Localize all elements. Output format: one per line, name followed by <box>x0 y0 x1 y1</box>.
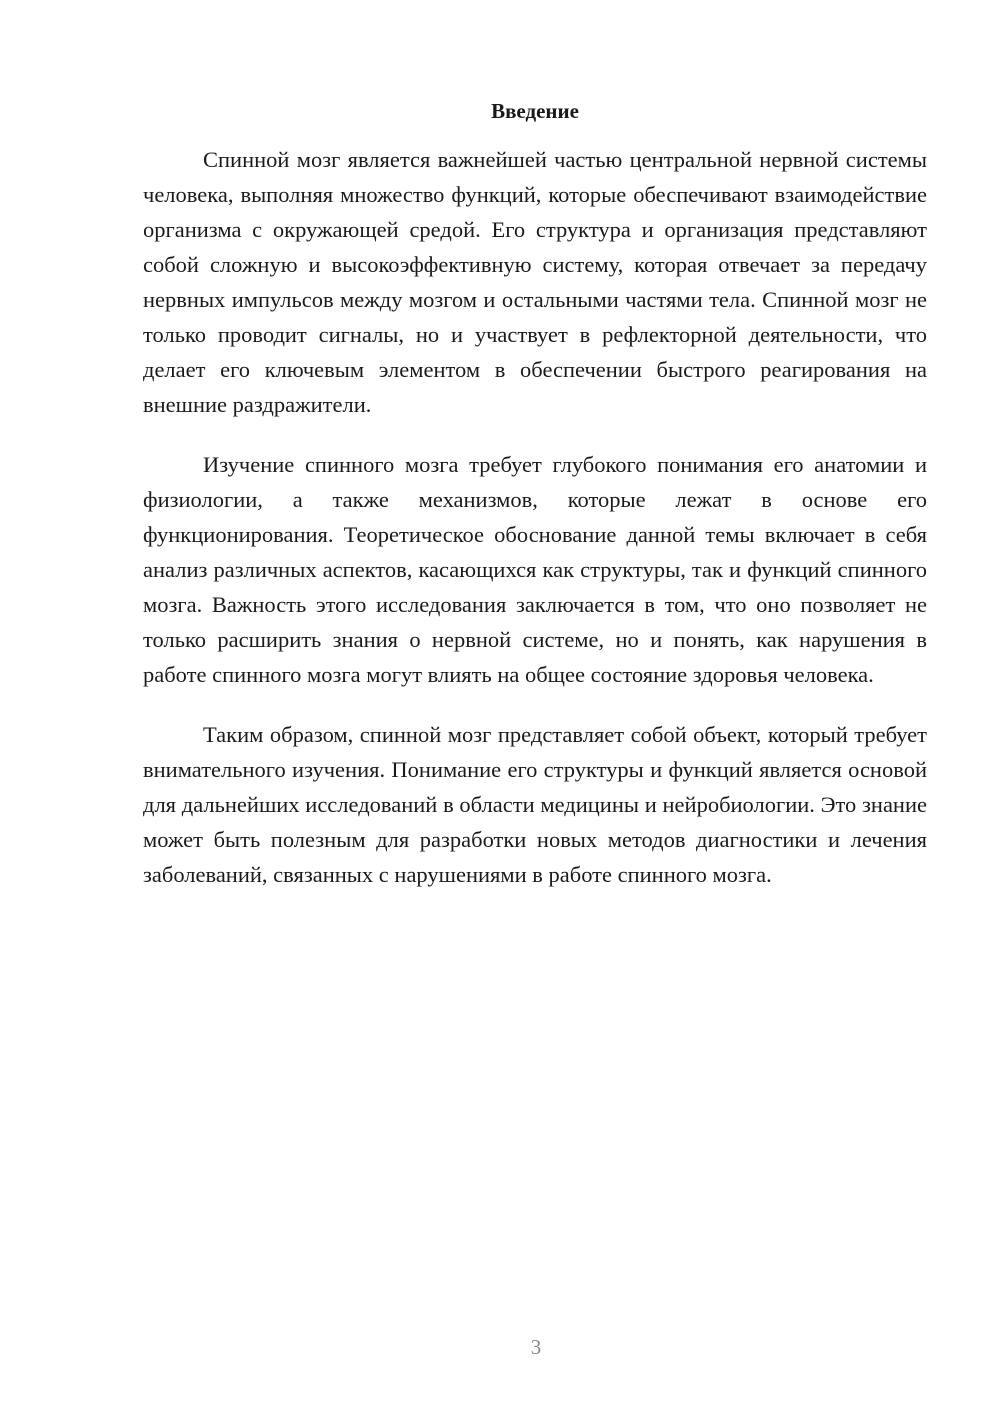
section-title: Введение <box>491 99 579 123</box>
paragraph-3: Таким образом, спинной мозг представляет собой объект, который требует внимательного изучения. Понимание его структуры и функций является основой для дальнейших исследований в области медицины и нейробиологии. Это знание может быть полезным для разработки новых методов диагностики и лечения заболеваний, связанных с нарушениями в работе спинного мозга. <box>143 722 927 887</box>
paragraph-1: Спинной мозг является важнейшей частью центральной нервной системы человека, выполняя множество функций, которые обеспечивают взаимодействие организма с окружающей средой. Его структура и организация представляют собой сложную и высокоэффективную систему, которая отвечает за передачу нервных импульсов между мозгом и остальными частями тела. Спинной мозг не только проводит сигналы, но и участвует в рефлекторной деятельности, что делает его ключевым элементом в обеспечении быстрого реагирования на внешние раздражители. <box>143 147 927 417</box>
page-number: 3 <box>530 1335 542 1359</box>
document-body <box>143 142 927 917</box>
paragraph-2: Изучение спинного мозга требует глубокого понимания его анатомии и физиологии, а также механизмов, которые лежат в основе его функционирования. Теоретическое обоснование данной темы включает в себя анализ различных аспектов, касающихся как структуры, так и функций спинного мозга. Важность этого исследования заключается в том, что оно позволяет не только расширить знания о нервной системе, но и понять, как нарушения в работе спинного мозга могут влиять на общее состояние здоровья человека. <box>143 452 927 687</box>
